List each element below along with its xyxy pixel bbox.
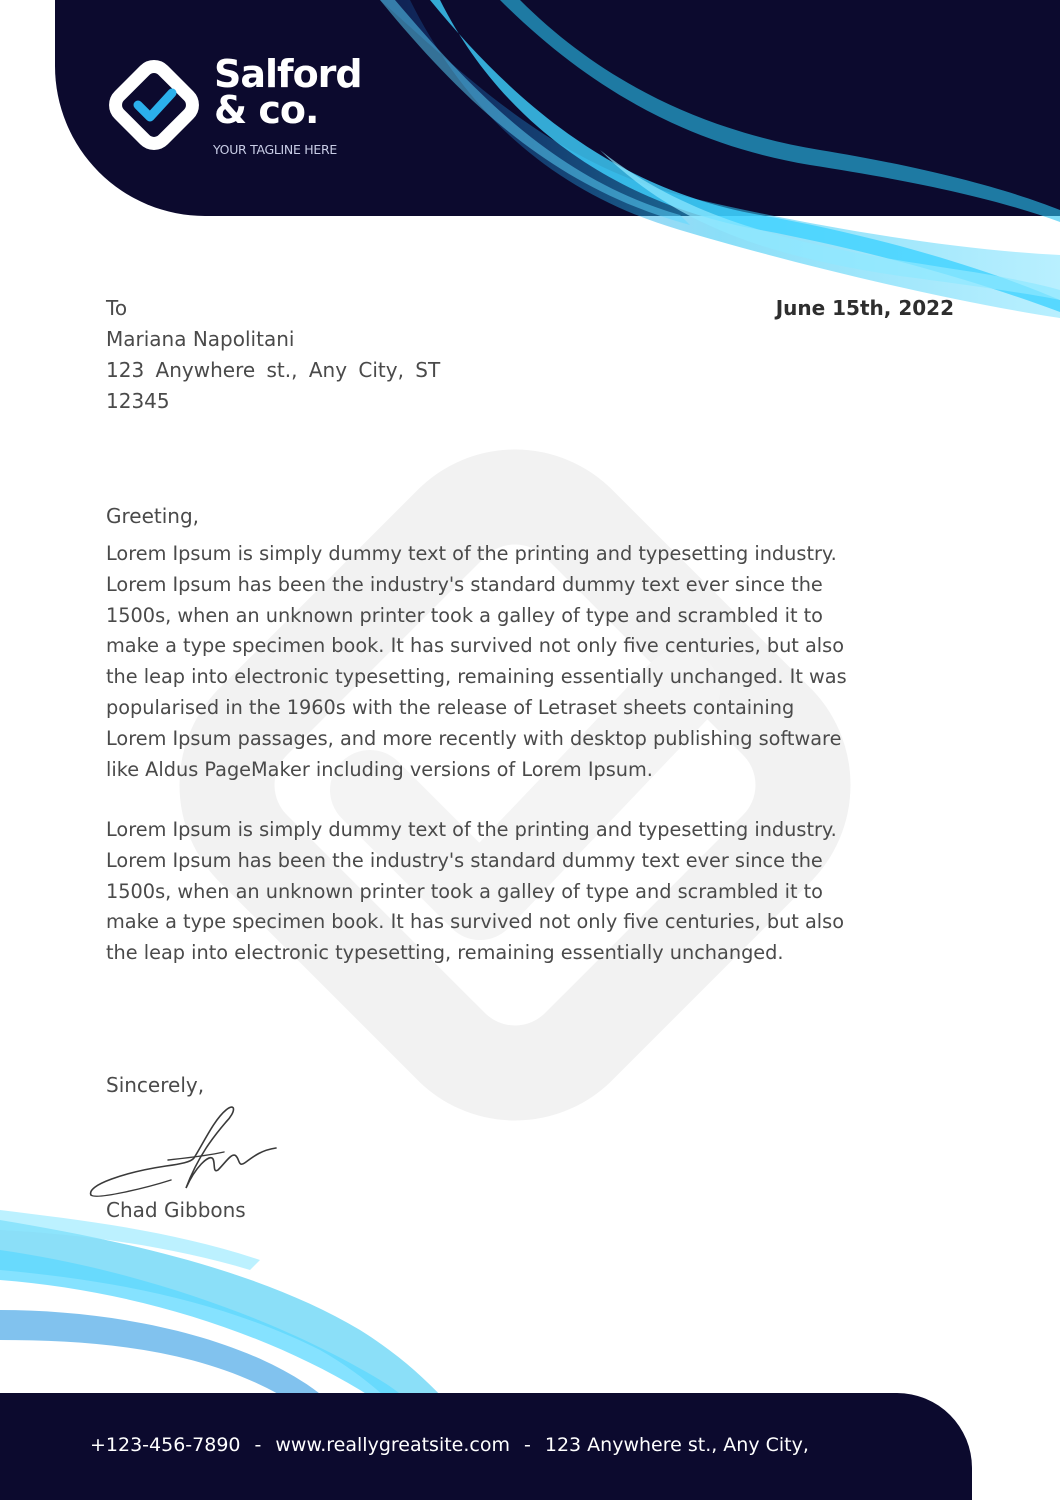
paragraph-line: like Aldus PageMaker including versions of Lorem Ipsum. — [106, 757, 653, 781]
greeting: Greeting, — [106, 504, 200, 528]
footer-address: 123 Anywhere st., Any City, — [544, 1434, 809, 1456]
paragraph-line: the leap into electronic typesetting, remaining essentially unchanged. It was — [106, 665, 847, 689]
signer-name: Chad Gibbons — [106, 1198, 246, 1222]
header-wave-graphic — [0, 0, 1060, 330]
handwritten-signature — [86, 1100, 286, 1200]
paragraph-line: Lorem Ipsum passages, and more recently with desktop publishing software — [106, 726, 842, 750]
checkmark-diamond-icon — [104, 55, 204, 155]
closing: Sincerely, — [106, 1073, 205, 1097]
footer-separator: - — [524, 1434, 531, 1456]
recipient-address-line2: 12345 — [106, 389, 170, 413]
brand-name-line2: & co. — [214, 88, 319, 132]
footer-phone: +123-456-7890 — [90, 1434, 241, 1456]
recipient-block — [106, 293, 466, 417]
recipient-address-line1: 123 Anywhere st., Any City, ST — [106, 358, 441, 382]
paragraph-line: 1500s, when an unknown printer took a galley of type and scrambled it to — [106, 879, 823, 903]
paragraph-line: make a type specimen book. It has survived not only five centuries, but also — [106, 634, 844, 658]
footer-contact — [90, 1430, 809, 1460]
paragraph-line: the leap into electronic typesetting, remaining essentially unchanged. — [106, 941, 784, 965]
footer-website[interactable]: www.reallygreatsite.com — [275, 1434, 510, 1456]
paragraph-line: Lorem Ipsum has been the industry's standard dummy text ever since the — [106, 848, 823, 872]
brand-name — [214, 52, 414, 132]
letter-date: June 15th, 2022 — [775, 296, 954, 320]
to-label: To — [106, 296, 128, 320]
footer-separator: - — [254, 1434, 262, 1456]
body-paragraph-1 — [106, 539, 966, 785]
paragraph-line: Lorem Ipsum has been the industry's standard dummy text ever since the — [106, 572, 823, 596]
paragraph-line: popularised in the 1960s with the release of Letraset sheets containing — [106, 695, 795, 719]
brand-name-line1: Salford — [214, 52, 362, 96]
brand-tagline: YOUR TAGLINE HERE — [213, 142, 337, 157]
body-paragraph-2 — [106, 815, 966, 969]
paragraph-line: Lorem Ipsum is simply dummy text of the printing and typesetting industry. — [106, 818, 837, 841]
paragraph-line: Lorem Ipsum is simply dummy text of the printing and typesetting industry. — [106, 542, 837, 565]
paragraph-line: make a type specimen book. It has survived not only five centuries, but also — [106, 910, 844, 934]
paragraph-line: 1500s, when an unknown printer took a galley of type and scrambled it to — [106, 603, 823, 627]
recipient-name: Mariana Napolitani — [106, 327, 295, 351]
